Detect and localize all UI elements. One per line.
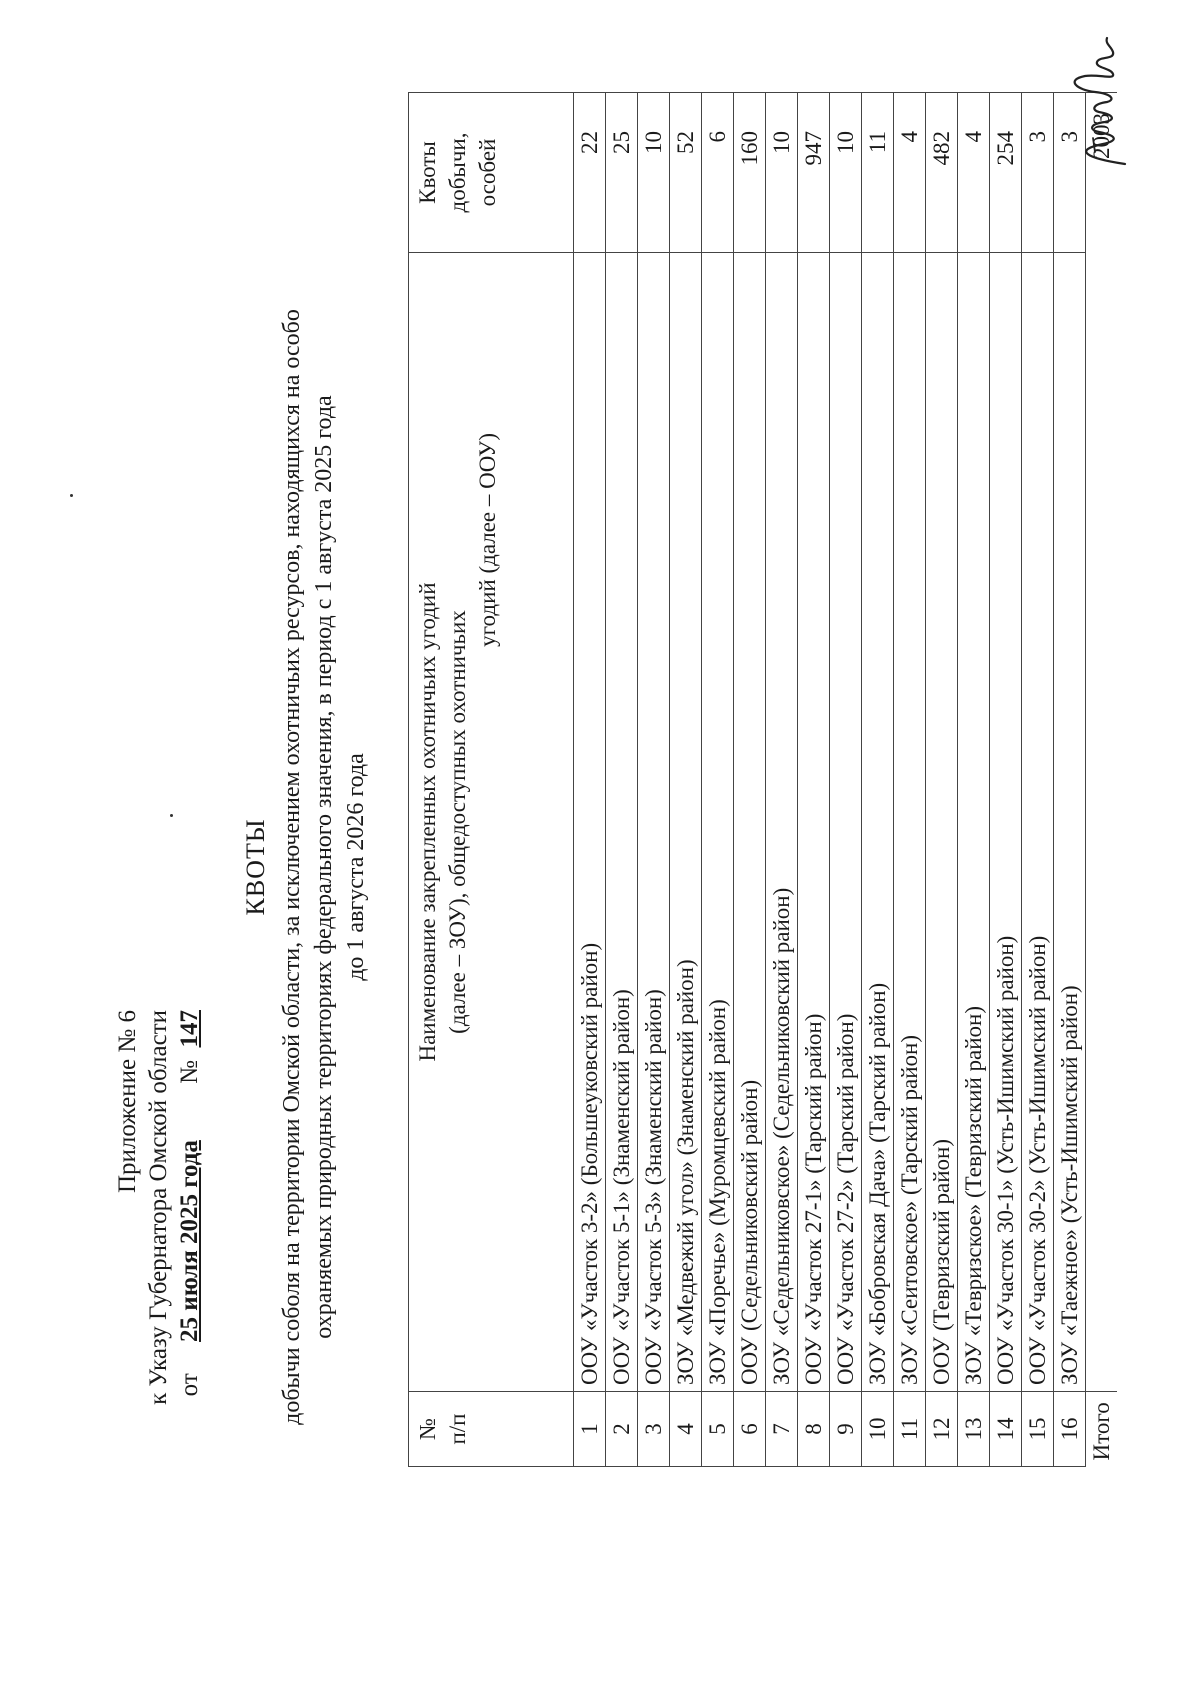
row-name: ООУ (Седельниковский район) [734,253,766,1392]
row-number: 2 [606,1392,638,1467]
row-number: 13 [958,1392,990,1467]
row-number: 11 [894,1392,926,1467]
table-row [638,93,670,1467]
total-label: Итого [1086,1392,1118,1467]
row-quota: 482 [926,93,958,253]
row-quota: 10 [830,93,862,253]
row-quota: 947 [798,93,830,253]
scan-speck [70,494,73,497]
table-row [926,93,958,1467]
row-quota: 3 [1022,93,1054,253]
row-quota: 10 [766,93,798,253]
row-number: 12 [926,1392,958,1467]
row-name: ЗОУ «Бобровская Дача» (Тарский район) [862,253,894,1392]
row-name: ЗОУ «Таежное» (Усть-Ишимский район) [1054,253,1086,1392]
row-name: ООУ (Тевризский район) [926,253,958,1392]
total-value: 2003 [1086,93,1118,253]
row-number: 10 [862,1392,894,1467]
table-row [734,93,766,1467]
row-quota: 3 [1054,93,1086,253]
row-name: ООУ «Участок 5-3» (Знаменский район) [638,253,670,1392]
row-number: 8 [798,1392,830,1467]
number-label: № [176,1060,203,1084]
table-row [670,93,702,1467]
row-number: 7 [766,1392,798,1467]
row-name: ООУ «Участок 27-1» (Тарский район) [798,253,830,1392]
table-row [574,93,606,1467]
row-quota: 254 [990,93,1022,253]
header-number: № п/п [409,1392,574,1467]
handwritten-signature [1055,32,1145,172]
row-name: ООУ «Участок 5-1» (Знаменский район) [606,253,638,1392]
row-name: ООУ «Участок 3-2» (Большеуковский район) [574,253,606,1392]
decree-date: 25 июля 2025 года [176,1140,203,1342]
decree-number: 147 [176,1010,203,1048]
table-row [606,93,638,1467]
table-row [990,93,1022,1467]
scan-speck [170,814,173,817]
table-row [830,93,862,1467]
row-name: ЗОУ «Поречье» (Муромцевский район) [702,253,734,1392]
document-title: КВОТЫ [241,818,270,916]
header-quota: Квоты добычи, особей [409,93,574,253]
row-number: 6 [734,1392,766,1467]
row-number: 5 [702,1392,734,1467]
table-row [958,93,990,1467]
table-row [766,93,798,1467]
row-name: ООУ «Участок 27-2» (Тарский район) [830,253,862,1392]
row-number: 4 [670,1392,702,1467]
appendix-date-line [174,1010,205,1396]
table-row [702,93,734,1467]
row-number: 3 [638,1392,670,1467]
table-row [1054,93,1086,1467]
row-number: 16 [1054,1392,1086,1467]
table-row [862,93,894,1467]
row-quota: 4 [958,93,990,253]
from-label: от [176,1373,203,1397]
row-name: ЗОУ «Седельниковское» (Седельниковский район) [766,253,798,1392]
row-number: 14 [990,1392,1022,1467]
title-line-3: до 1 августа 2026 года [343,753,369,981]
row-quota: 11 [862,93,894,253]
row-quota: 10 [638,93,670,253]
row-name: ЗОУ «Тевризское» (Тевризский район) [958,253,990,1392]
table-header-row [409,93,574,1467]
row-name: ООУ «Участок 30-2» (Усть-Ишимский район) [1022,253,1054,1392]
row-quota: 160 [734,93,766,253]
row-name: ЗОУ «Сеитовское» (Тарский район) [894,253,926,1392]
title-line-1: добычи соболя на территории Омской области, за исключением охотничьих ресурсов, находящихся на особо [279,309,305,1425]
total-row [1086,93,1118,1467]
table-row [894,93,926,1467]
appendix-number: Приложение № 6 [114,1010,141,1194]
table-row [1022,93,1054,1467]
row-quota: 52 [670,93,702,253]
title-line-2: охраняемых природных территориях федерального значения, в период с 1 августа 2025 года [311,395,337,1339]
row-quota: 25 [606,93,638,253]
row-number: 1 [574,1392,606,1467]
document-title-block [240,167,372,1567]
row-number: 15 [1022,1392,1054,1467]
row-quota: 22 [574,93,606,253]
row-name: ЗОУ «Медвежий угол» (Знаменский район) [670,253,702,1392]
row-name: ООУ «Участок 30-1» (Усть-Ишимский район) [990,253,1022,1392]
table-body [574,93,1086,1467]
row-number: 9 [830,1392,862,1467]
row-quota: 6 [702,93,734,253]
appendix-header [112,1010,205,1570]
header-name: Наименование закрепленных охотничьих угодий (далее – ЗОУ), общедоступных охотничьих угодий (далее – ООУ) [409,253,574,1392]
quota-table [408,92,1117,1467]
appendix-decree: к Указу Губернатора Омской области [145,1010,172,1405]
table-row [798,93,830,1467]
row-quota: 4 [894,93,926,253]
